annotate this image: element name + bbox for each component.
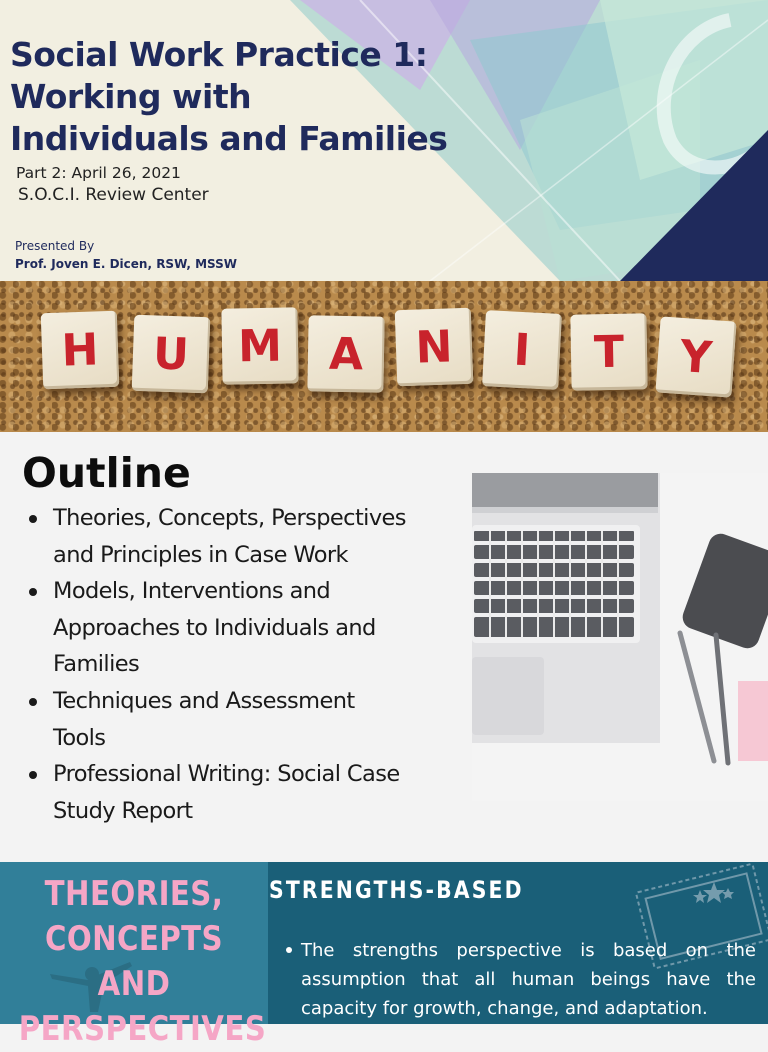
- letter-tile: I: [482, 310, 562, 390]
- letter-tile: Y: [655, 316, 736, 397]
- humanity-banner-image: [0, 281, 768, 432]
- list-item-line: Study Report: [53, 797, 193, 824]
- bullet-icon: [29, 771, 37, 779]
- list-item: [27, 683, 467, 756]
- list-item-line: Approaches to Individuals and: [53, 614, 376, 641]
- letter-tile: H: [41, 311, 120, 390]
- laptop-illustration: [472, 473, 768, 801]
- letter-tile: M: [221, 307, 298, 384]
- list-item-line: and Principles in Case Work: [53, 541, 348, 568]
- text-line: assumption that all human beings have the: [301, 969, 756, 990]
- letter-tile: A: [307, 315, 384, 392]
- strengths-text: [284, 936, 756, 1023]
- part-date: Part 2: April 26, 2021: [16, 164, 181, 182]
- bullet-icon: [29, 588, 37, 596]
- presenter-name: Prof. Joven E. Dicen, RSW, MSSW: [15, 257, 237, 271]
- outline-heading: Outline: [22, 449, 191, 497]
- list-item-line: Techniques and Assessment: [53, 687, 355, 714]
- laptop-desk-photo: [472, 473, 768, 801]
- page-title: [10, 34, 530, 160]
- heading-line: PERSPECTIVES: [18, 1009, 267, 1049]
- list-item-line: Theories, Concepts, Perspectives: [53, 505, 406, 531]
- heading-line: THEORIES,: [44, 874, 224, 914]
- list-item: [27, 573, 467, 683]
- heading-line: CONCEPTS: [44, 919, 224, 959]
- letter-tile: T: [570, 313, 647, 390]
- list-item-line: Tools: [53, 724, 106, 751]
- list-item-line: Professional Writing: Social Case: [53, 761, 400, 788]
- bullet-icon: [286, 947, 292, 953]
- cover-header: [0, 0, 768, 281]
- review-center: S.O.C.I. Review Center: [18, 185, 209, 205]
- title-line: Working with: [10, 77, 252, 116]
- title-line: Social Work Practice 1:: [10, 35, 428, 74]
- heading-line: AND: [97, 964, 171, 1004]
- presented-by-label: Presented By: [15, 239, 95, 253]
- strengths-based-heading: STRENGTHS-BASED: [269, 876, 524, 904]
- bullet-icon: [29, 515, 37, 523]
- title-line: Individuals and Families: [10, 119, 448, 158]
- bullet-icon: [29, 698, 37, 706]
- text-line: The strengths perspective is based on the: [301, 940, 756, 961]
- letter-tile: U: [132, 315, 211, 394]
- letter-tile: N: [395, 308, 474, 387]
- theories-heading: [18, 872, 267, 1052]
- text-line: capacity for growth, change, and adaptation.: [301, 998, 708, 1019]
- list-item-line: Families: [53, 651, 140, 678]
- list-item: [27, 756, 467, 829]
- list-item: [27, 500, 467, 573]
- list-item-line: Models, Interventions and: [53, 578, 331, 605]
- outline-list: [27, 500, 467, 829]
